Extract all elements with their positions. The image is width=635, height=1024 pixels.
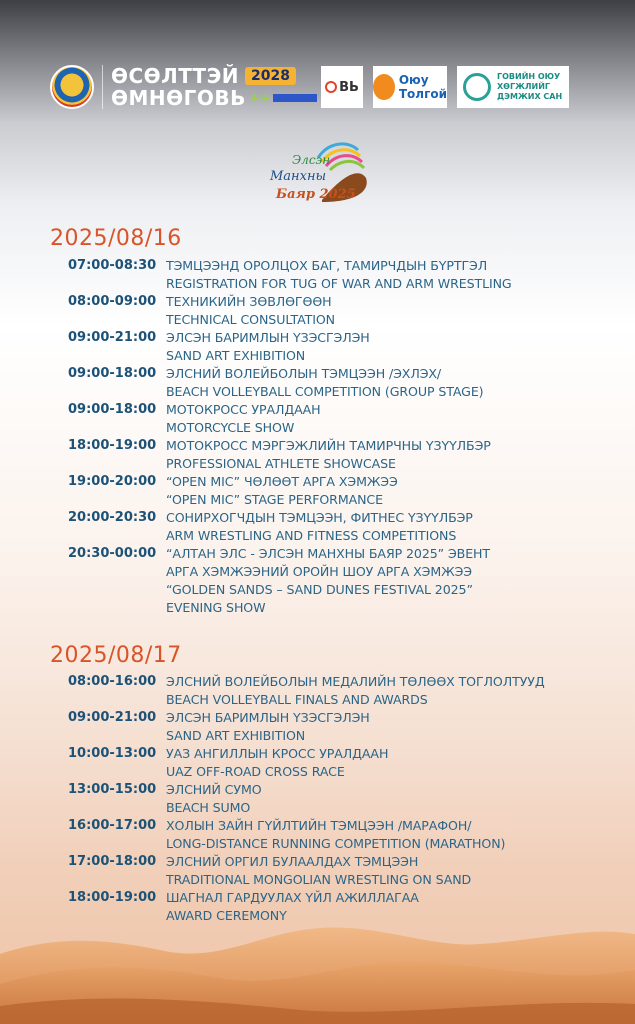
event-line: “OPEN MIC” ЧӨЛӨӨТ АРГА ХЭМЖЭЭ bbox=[166, 474, 398, 489]
event-description bbox=[166, 473, 608, 509]
event-line: PROFESSIONAL ATHLETE SHOWCASE bbox=[166, 456, 396, 471]
event-description bbox=[166, 545, 608, 617]
festival-logo bbox=[262, 138, 372, 208]
event-line: REGISTRATION FOR TUG OF WAR AND ARM WRESTLING bbox=[166, 276, 512, 291]
gobi-fund-logo bbox=[457, 66, 569, 108]
oyu-line-2: Толгой bbox=[398, 87, 447, 101]
ring-icon bbox=[325, 81, 337, 93]
schedule-event bbox=[68, 365, 608, 401]
event-description bbox=[166, 437, 608, 473]
event-time: 07:00-08:30 bbox=[68, 258, 157, 273]
event-line: BEACH VOLLEYBALL FINALS AND AWARDS bbox=[166, 692, 428, 707]
event-description bbox=[166, 745, 608, 781]
oyu-swirl-icon bbox=[373, 74, 395, 100]
event-time: 09:00-18:00 bbox=[68, 402, 157, 417]
event-line: ТЕХНИКИЙН ЗӨВЛӨГӨӨН bbox=[166, 294, 332, 309]
event-line: ARM WRESTLING AND FITNESS COMPETITIONS bbox=[166, 528, 457, 543]
event-time: 19:00-20:00 bbox=[68, 474, 157, 489]
schedule-event bbox=[68, 473, 608, 509]
event-line: SAND ART EXHIBITION bbox=[166, 728, 306, 743]
event-line: ЭЛСНИЙ ОРГИЛ БУЛААЛДАХ ТЭМЦЭЭН bbox=[166, 854, 419, 869]
schedule-event bbox=[68, 257, 608, 293]
sand-dunes-illustration bbox=[0, 914, 635, 1024]
event-description bbox=[166, 401, 608, 437]
schedule-event bbox=[68, 709, 608, 745]
brand-line-2: ӨМНӨГОВЬ bbox=[111, 86, 246, 110]
event-line: SAND ART EXHIBITION bbox=[166, 348, 306, 363]
event-description bbox=[166, 257, 608, 293]
day-2-date: 2025/08/17 bbox=[50, 643, 182, 668]
event-description bbox=[166, 781, 608, 817]
day-2-schedule bbox=[68, 673, 608, 925]
event-time: 18:00-19:00 bbox=[68, 890, 157, 905]
schedule-event bbox=[68, 545, 608, 617]
knot-icon bbox=[463, 73, 491, 101]
event-line: BEACH VOLLEYBALL COMPETITION (GROUP STAGE) bbox=[166, 384, 484, 399]
schedule-event bbox=[68, 509, 608, 545]
brand-plus-text: ++ bbox=[249, 91, 270, 105]
partner-logo-1 bbox=[321, 66, 363, 108]
fund-line-2: ХӨГЖЛИЙГ bbox=[497, 82, 550, 91]
event-time: 20:00-20:30 bbox=[68, 510, 157, 525]
event-time: 10:00-13:00 bbox=[68, 746, 157, 761]
event-description bbox=[166, 329, 608, 365]
fund-line-3: ДЭМЖИХ САН bbox=[497, 92, 563, 101]
brand-year: 2028 bbox=[245, 67, 296, 85]
festival-logo-line-1: Элсэн bbox=[292, 153, 331, 167]
partner-logo-1-text: ВЬ bbox=[339, 79, 359, 95]
logo-bar bbox=[50, 62, 585, 112]
oyu-line-1: Оюу bbox=[398, 73, 429, 87]
schedule-event bbox=[68, 853, 608, 889]
event-description bbox=[166, 709, 608, 745]
schedule-event bbox=[68, 293, 608, 329]
event-time: 09:00-21:00 bbox=[68, 330, 157, 345]
event-line: EVENING SHOW bbox=[166, 600, 266, 615]
event-line: ЭЛСНИЙ ВОЛЕЙБОЛЫН ТЭМЦЭЭН /ЭХЛЭХ/ bbox=[166, 366, 442, 381]
event-line: BEACH SUMO bbox=[166, 800, 251, 815]
event-time: 09:00-18:00 bbox=[68, 366, 157, 381]
event-line: АРГА ХЭМЖЭЭНИЙ ОРОЙН ШОУ АРГА ХЭМЖЭЭ bbox=[166, 564, 472, 579]
event-time: 17:00-18:00 bbox=[68, 854, 157, 869]
event-line: ХОЛЫН ЗАЙН ГҮЙЛТИЙН ТЭМЦЭЭН /МАРАФОН/ bbox=[166, 818, 472, 833]
event-description bbox=[166, 365, 608, 401]
event-description bbox=[166, 673, 608, 709]
festival-logo-line-2: Манхны bbox=[270, 169, 327, 184]
brand-bar bbox=[273, 94, 317, 102]
schedule-event bbox=[68, 329, 608, 365]
event-line: “АЛТАН ЭЛС - ЭЛСЭН МАНХНЫ БАЯР 2025” ЭВЕНТ bbox=[166, 546, 491, 561]
event-line: ЭЛСНИЙ СУМО bbox=[166, 782, 262, 797]
event-line: ТЭМЦЭЭНД ОРОЛЦОХ БАГ, ТАМИРЧДЫН БҮРТГЭЛ bbox=[166, 258, 488, 273]
event-time: 16:00-17:00 bbox=[68, 818, 157, 833]
schedule-event bbox=[68, 673, 608, 709]
event-line: “GOLDEN SANDS – SAND DUNES FESTIVAL 2025” bbox=[166, 582, 473, 597]
event-line: МОТОКРОСС МЭРГЭЖЛИЙН ТАМИРЧНЫ ҮЗҮҮЛБЭР bbox=[166, 438, 491, 453]
festival-logo-graphic bbox=[262, 138, 372, 208]
event-line: ЭЛСНИЙ ВОЛЕЙБОЛЫН МЕДАЛИЙН ТӨЛӨӨХ ТОГЛОЛТУУД bbox=[166, 674, 545, 689]
event-line: MOTORCYCLE SHOW bbox=[166, 420, 295, 435]
event-line: МОТОКРОСС УРАЛДААН bbox=[166, 402, 321, 417]
event-time: 13:00-15:00 bbox=[68, 782, 157, 797]
event-description bbox=[166, 293, 608, 329]
event-line: ЭЛСЭН БАРИМЛЫН ҮЗЭСГЭЛЭН bbox=[166, 330, 370, 345]
event-description bbox=[166, 509, 608, 545]
event-description bbox=[166, 817, 608, 853]
event-line: AWARD CEREMONY bbox=[166, 908, 287, 923]
event-line: “OPEN MIC” STAGE PERFORMANCE bbox=[166, 492, 383, 507]
event-description bbox=[166, 853, 608, 889]
province-emblem-icon bbox=[50, 65, 94, 109]
event-line: UAZ OFF-ROAD CROSS RACE bbox=[166, 764, 345, 779]
event-line: TECHNICAL CONSULTATION bbox=[166, 312, 335, 327]
event-time: 20:30-00:00 bbox=[68, 546, 157, 561]
festival-logo-line-3: Баяр 2025 bbox=[276, 187, 356, 202]
event-line: LONG-DISTANCE RUNNING COMPETITION (MARATHON) bbox=[166, 836, 506, 851]
event-time: 08:00-16:00 bbox=[68, 674, 157, 689]
divider bbox=[102, 65, 103, 109]
event-line: СОНИРХОГЧДЫН ТЭМЦЭЭН, ФИТНЕС ҮЗҮҮЛБЭР bbox=[166, 510, 473, 525]
fund-line-1: ГОВИЙН ОЮУ bbox=[497, 72, 561, 81]
schedule-event bbox=[68, 781, 608, 817]
event-time: 09:00-21:00 bbox=[68, 710, 157, 725]
schedule-event bbox=[68, 437, 608, 473]
event-line: TRADITIONAL MONGOLIAN WRESTLING ON SAND bbox=[166, 872, 472, 887]
schedule-event bbox=[68, 817, 608, 853]
event-line: ЭЛСЭН БАРИМЛЫН ҮЗЭСГЭЛЭН bbox=[166, 710, 370, 725]
day-1-date: 2025/08/16 bbox=[50, 226, 182, 251]
brand-line-1: ӨСӨЛТТЭЙ bbox=[111, 64, 239, 88]
event-time: 18:00-19:00 bbox=[68, 438, 157, 453]
event-line: ШАГНАЛ ГАРДУУЛАХ ҮЙЛ АЖИЛЛАГАА bbox=[166, 890, 419, 905]
schedule-event bbox=[68, 401, 608, 437]
schedule-event bbox=[68, 745, 608, 781]
oyu-tolgoi-logo bbox=[373, 66, 447, 108]
event-line: УАЗ АНГИЛЛЫН КРОСС УРАЛДААН bbox=[166, 746, 389, 761]
event-time: 08:00-09:00 bbox=[68, 294, 157, 309]
day-1-schedule bbox=[68, 257, 608, 617]
brand-logo bbox=[111, 65, 311, 109]
brand-plus bbox=[250, 91, 317, 105]
